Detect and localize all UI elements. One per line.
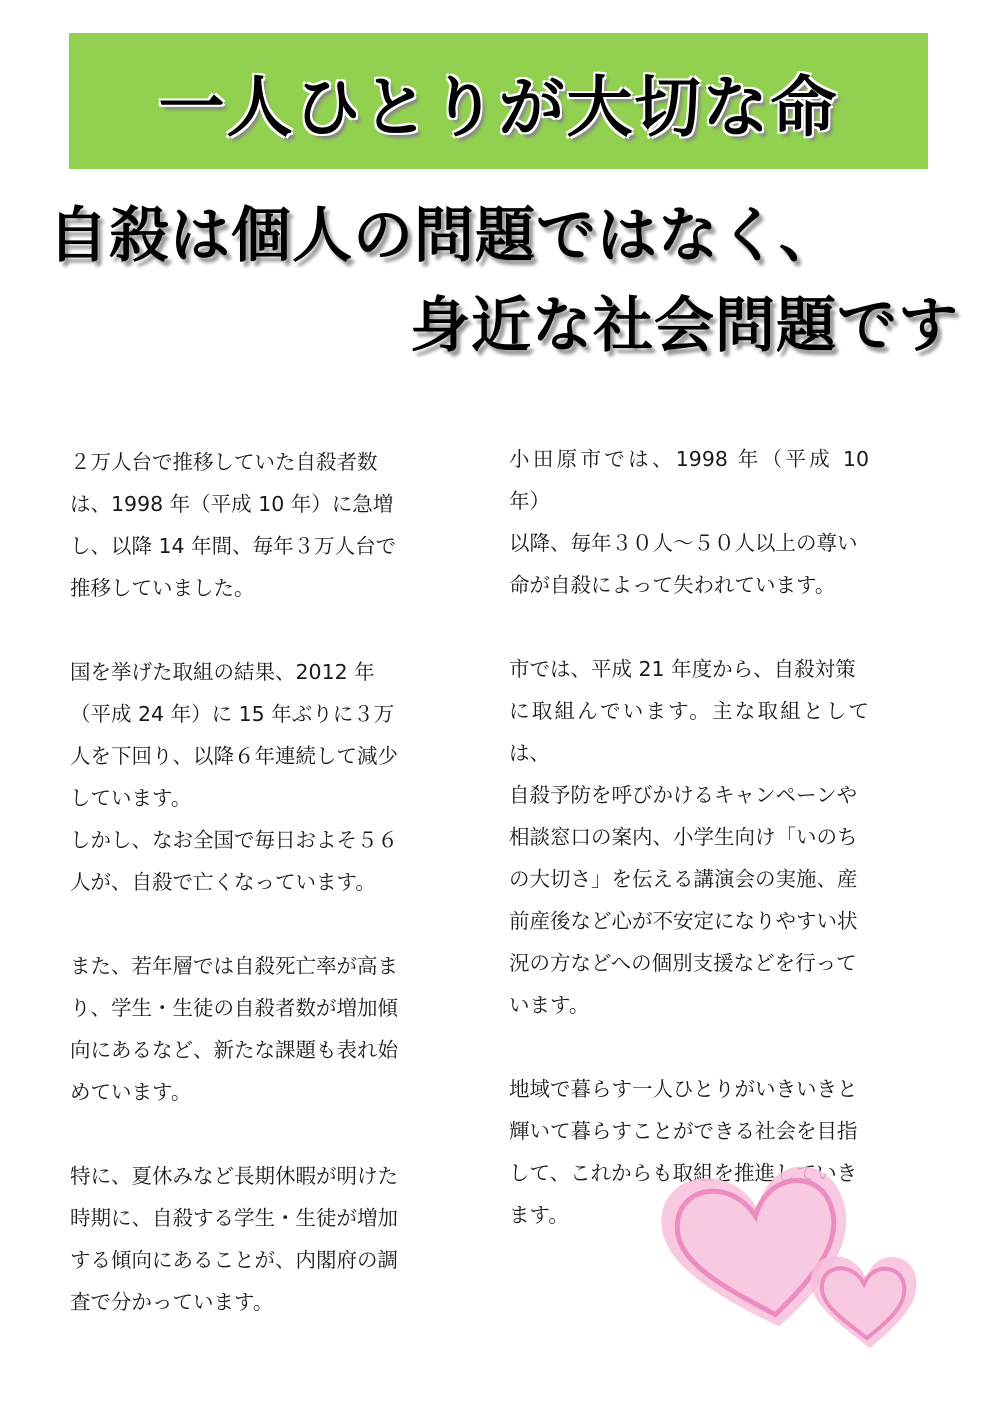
headline-line-2: 身近な社会問題です bbox=[410, 291, 959, 361]
left-paragraph-2: 国を挙げた取組の結果、2012 年 （平成 24 年）に 15 年ぶりに３万 人を下回り、以降６年連続して減少 しています。 しかし、なお全国で毎日およそ５６ 人が、自殺で亡くなっています。 bbox=[70, 660, 398, 894]
left-paragraph-3: また、若年層では自殺死亡率が高ま り、学生・生徒の自殺者数が増加傾 向にあるなど、新たな課題も表れ始 めています。 bbox=[70, 954, 398, 1104]
right-column bbox=[509, 438, 869, 1236]
left-column bbox=[70, 441, 430, 1323]
banner-title: 一人ひとりが大切な命 bbox=[158, 68, 839, 146]
right-paragraph-2: 市では、平成 21 年度から、自殺対策 に取組んでいます。主な取組としては、 自殺予防を呼びかけるキャンペーンや 相談窓口の案内、小学生向け「いのち の大切さ」を伝える講演会の実施、産 前産後など心が不安定になりやすい状 況の方などへの個別支援などを行って います。 bbox=[509, 657, 869, 1017]
left-paragraph-1: ２万人台で推移していた自殺者数 は、1998 年（平成 10 年）に急増 し、以降 14 年間、毎年３万人台で 推移していました。 bbox=[70, 450, 397, 600]
right-paragraph-1: 小田原市では、1998 年（平成 10 年） 以降、毎年３０人～５０人以上の尊い 命が自殺によって失われています。 bbox=[509, 447, 869, 597]
right-paragraph-3: 地域で暮らす一人ひとりがいきいきと 輝いて暮らすことができる社会を目指 して、これからも取組を推進していき ます。 bbox=[509, 1077, 858, 1227]
title-banner bbox=[69, 33, 928, 169]
headline-line-1: 自殺は個人の問題ではなく、 bbox=[48, 201, 840, 271]
hearts-icon bbox=[648, 1138, 928, 1358]
left-paragraph-4: 特に、夏休みなど長期休暇が明けた 時期に、自殺する学生・生徒が増加 する傾向にあることが、内閣府の調 査で分かっています。 bbox=[70, 1164, 398, 1314]
